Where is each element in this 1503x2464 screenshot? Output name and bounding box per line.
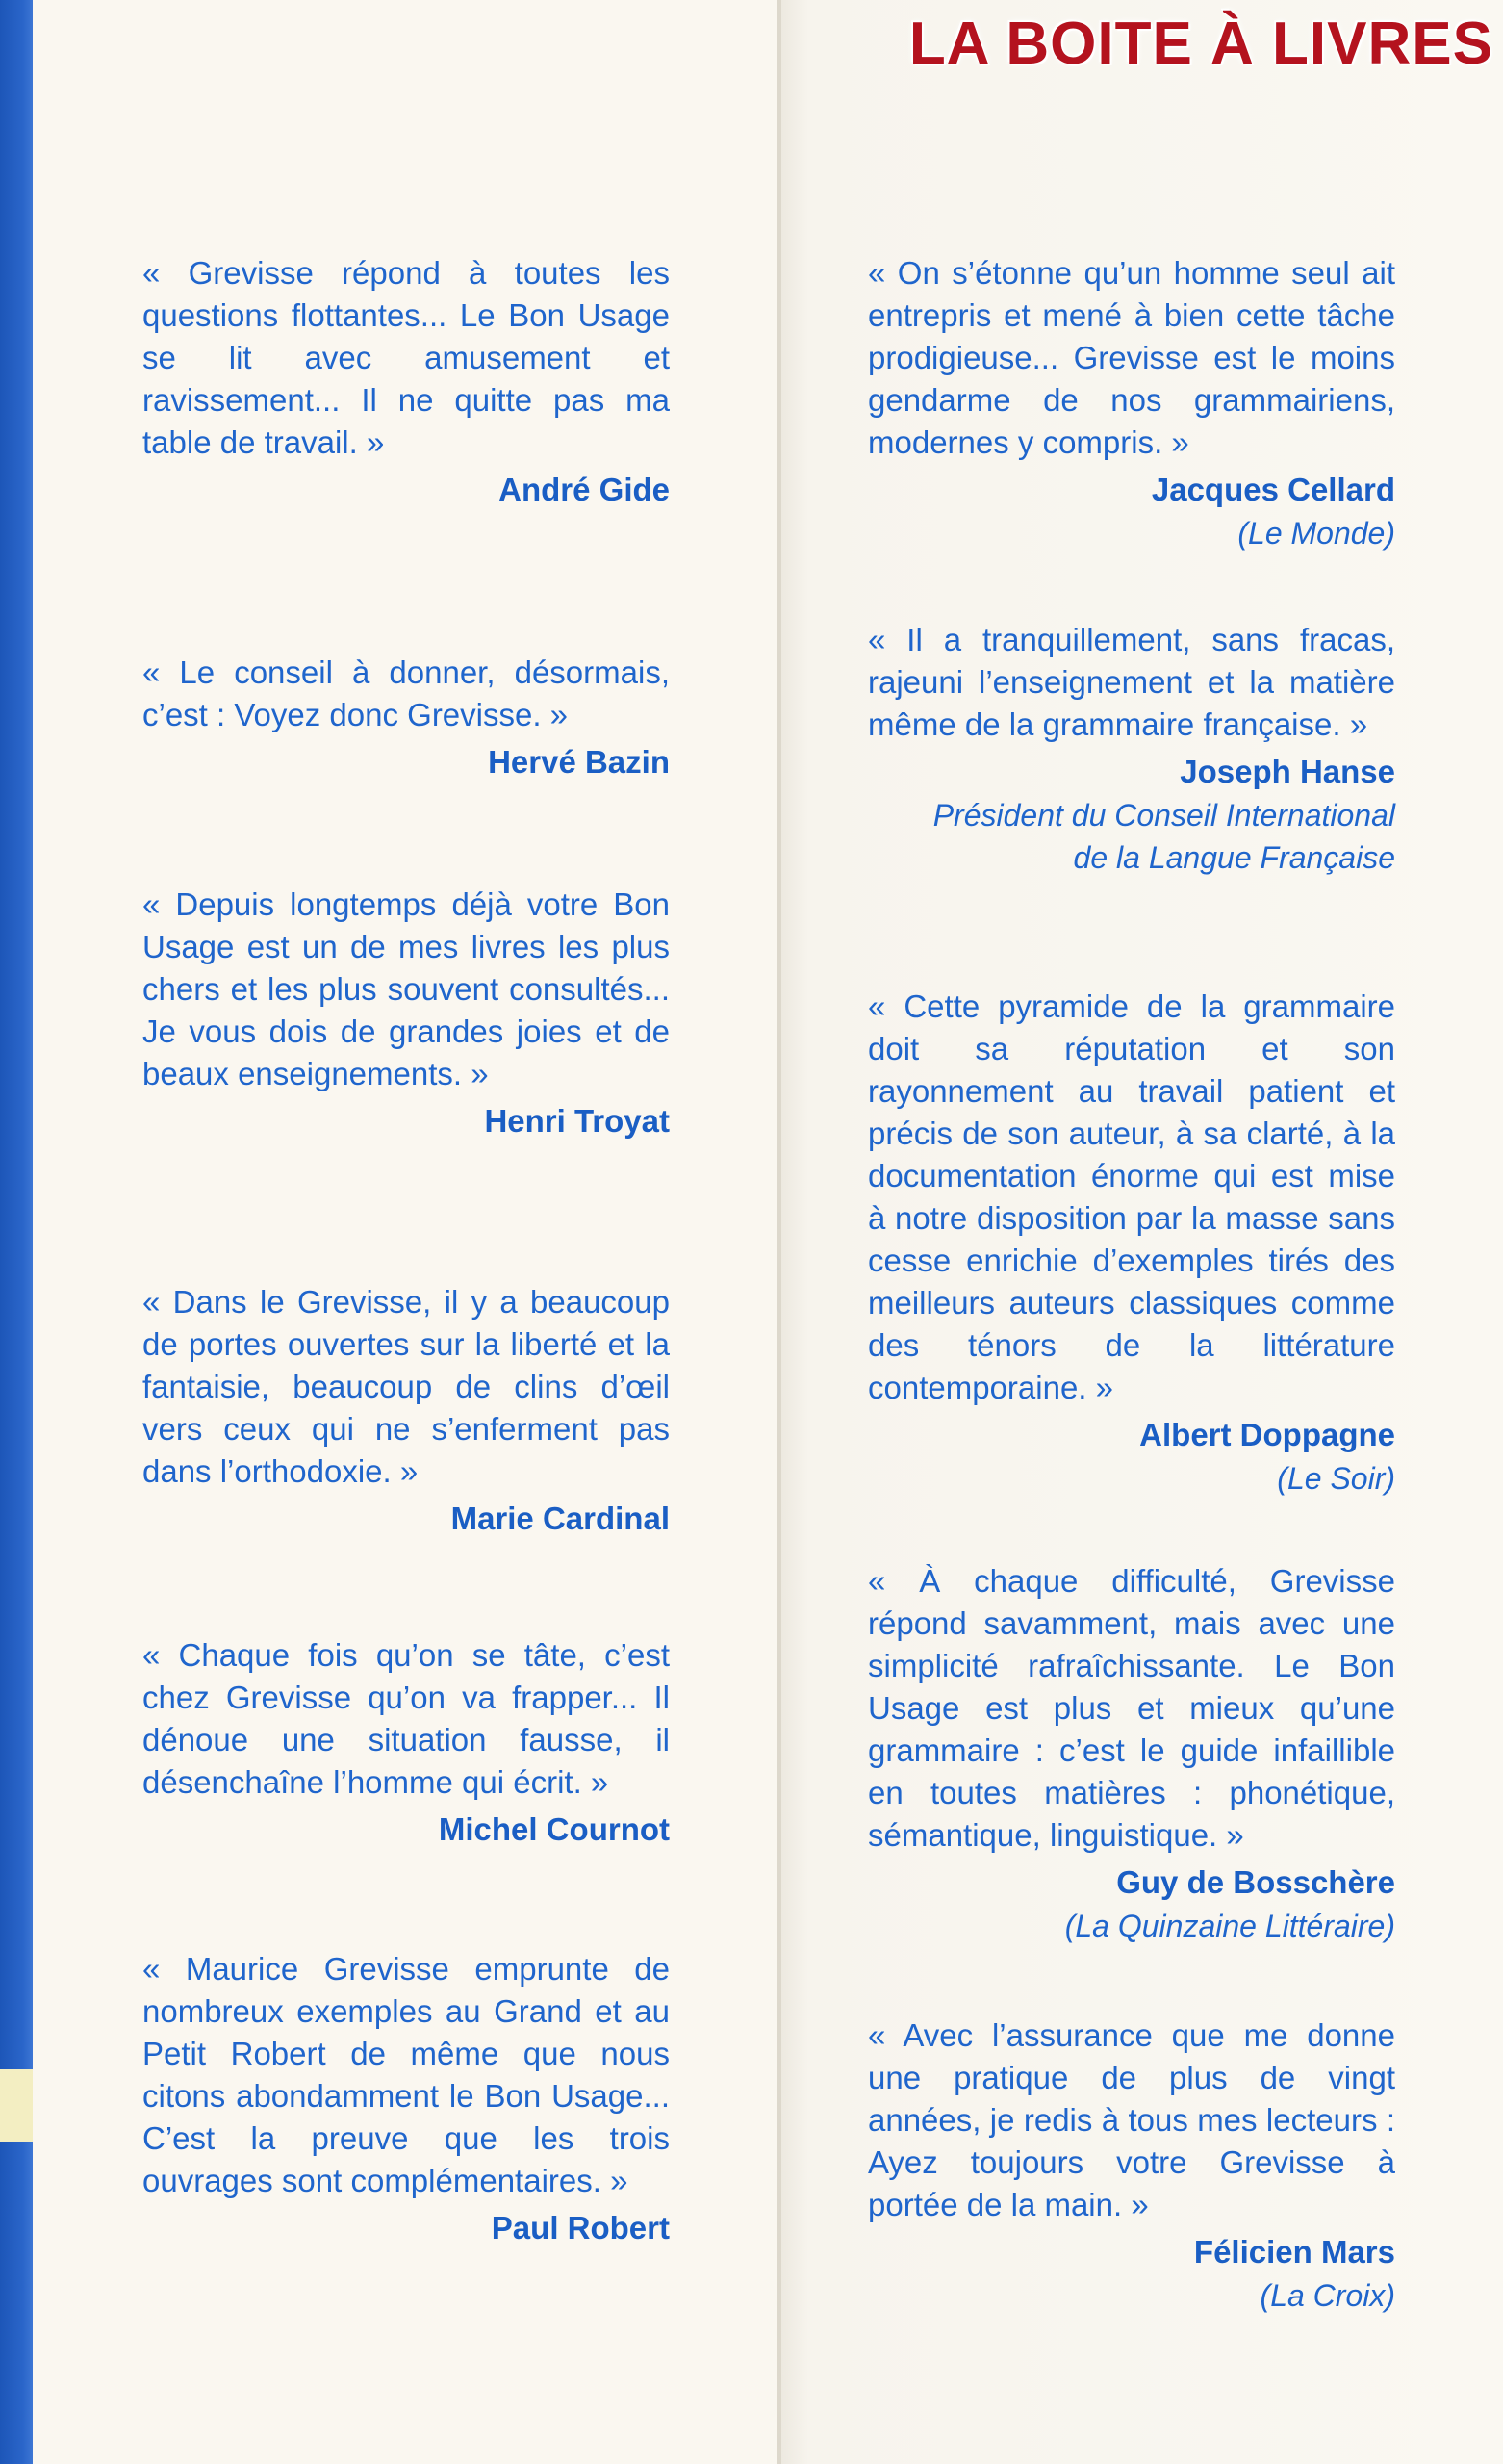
testimonial-author: Hervé Bazin [488, 744, 670, 780]
testimonial-quote: « Chaque fois qu’on se tâte, c’est chez Grevisse qu’on va frapper... Il dénoue une situation fausse, il désenchaîne l’homme qui écrit. » [142, 1637, 670, 1800]
testimonial-author: Jacques Cellard [1151, 472, 1395, 507]
testimonial-author: André Gide [498, 472, 670, 507]
testimonial [142, 652, 670, 784]
testimonial-quote: « Avec l’assurance que me donne une pratique de plus de vingt années, je redis à tous mes lecteurs : Ayez toujours votre Grevisse à portée de la main. » [868, 2017, 1395, 2222]
testimonial [142, 252, 670, 512]
testimonial-source: de la Langue Française [1073, 840, 1395, 875]
testimonial-source: (Le Monde) [1237, 516, 1395, 551]
spine-label [0, 2069, 33, 2142]
testimonial [142, 884, 670, 1143]
page-fold [777, 0, 781, 2464]
testimonial-author: Albert Doppagne [1139, 1417, 1395, 1452]
testimonial-author: Paul Robert [491, 2210, 670, 2246]
testimonial-quote: « Maurice Grevisse emprunte de nombreux exemples au Grand et au Petit Robert de même que nous citons abondamment le Bon Usage... C’est la preuve que les trois ouvrages sont complémentaires. » [142, 1951, 670, 2198]
testimonial [142, 1281, 670, 1541]
testimonial [868, 1560, 1395, 1947]
testimonial-quote: « À chaque difficulté, Grevisse répond savamment, mais avec une simplicité rafraîchissante. Le Bon Usage est plus et mieux qu’une grammaire : c’est le guide infaillible en toutes matières : phonétique, sémantique, linguistique. » [868, 1563, 1395, 1853]
testimonial-source: Président du Conseil International [932, 798, 1395, 833]
testimonial [142, 1948, 670, 2250]
testimonial-author: Guy de Bosschère [1116, 1864, 1395, 1900]
testimonial-source: (Le Soir) [1277, 1461, 1395, 1496]
testimonial-quote: « Le conseil à donner, désormais, c’est : Voyez donc Grevisse. » [142, 654, 670, 732]
testimonial-quote: « Depuis longtemps déjà votre Bon Usage est un de mes livres les plus chers et les plus souvent consultés... Je vous dois de grandes joies et de beaux enseignements. » [142, 886, 670, 1091]
testimonial-quote: « Il a tranquillement, sans fracas, rajeuni l’enseignement et la matière même de la grammaire française. » [868, 622, 1395, 742]
testimonial-author: Joseph Hanse [1180, 754, 1395, 789]
testimonial [142, 1634, 670, 1852]
testimonial [868, 619, 1395, 879]
testimonial-author: Félicien Mars [1193, 2234, 1395, 2270]
testimonial-source: (La Croix) [1260, 2278, 1395, 2313]
testimonial-quote: « Dans le Grevisse, il y a beaucoup de portes ouvertes sur la liberté et la fantaisie, beaucoup de clins d’œil vers ceux qui ne s’enferment pas dans l’orthodoxie. » [142, 1284, 670, 1489]
testimonial-source: (La Quinzaine Littéraire) [1064, 1909, 1395, 1943]
testimonial-author: Michel Cournot [438, 1811, 670, 1847]
testimonial-author: Henri Troyat [484, 1103, 670, 1139]
site-watermark: LA BOITE À LIVRES [908, 11, 1493, 77]
testimonial-author: Marie Cardinal [450, 1501, 670, 1536]
testimonial [868, 2015, 1395, 2317]
testimonial-quote: « Cette pyramide de la grammaire doit sa réputation et son rayonnement au travail patient et précis de son auteur, à sa clarté, à la documentation énorme qui est mise à notre disposition par la masse sans cesse enrichie d’exemples tirés des meilleurs auteurs classiques comme des ténors de la littérature contemporaine. » [868, 988, 1395, 1405]
testimonial-quote: « On s’étonne qu’un homme seul ait entrepris et mené à bien cette tâche prodigieuse... Grevisse est le moins gendarme de nos grammairiens, modernes y compris. » [868, 255, 1395, 460]
testimonial [868, 252, 1395, 554]
testimonial [868, 986, 1395, 1500]
testimonial-quote: « Grevisse répond à toutes les questions flottantes... Le Bon Usage se lit avec amusement et ravissement... Il ne quitte pas ma table de travail. » [142, 255, 670, 460]
